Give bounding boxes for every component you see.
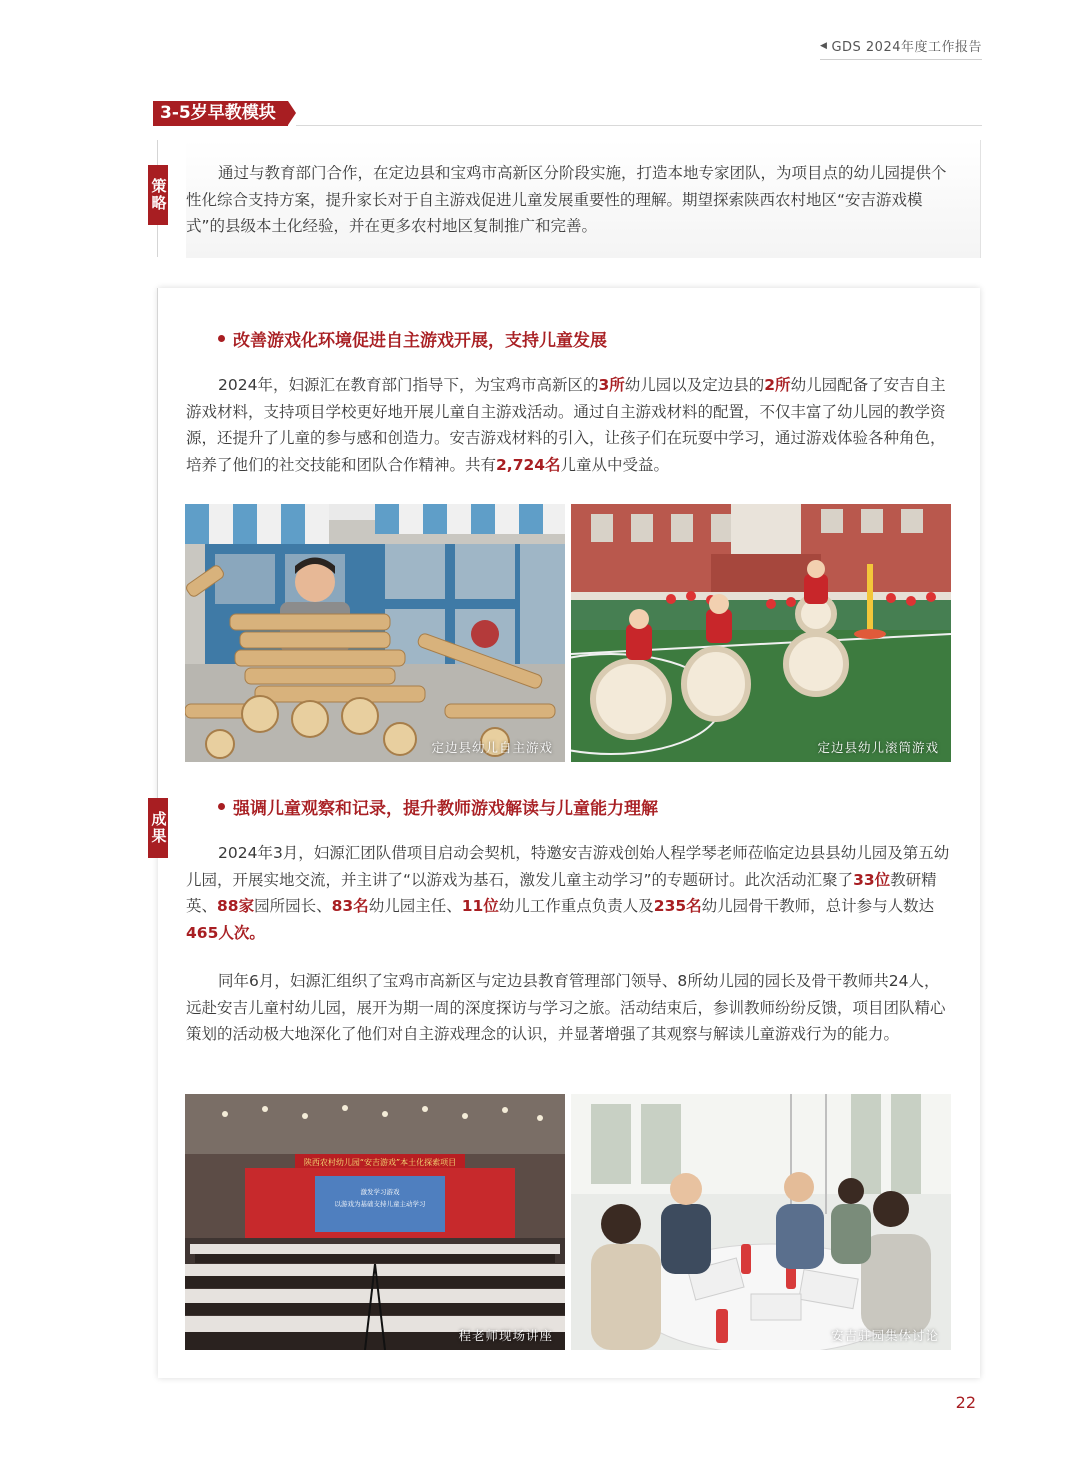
section1-heading [218,326,607,351]
strategy-rule-bottom [157,225,158,257]
strategy-tag-text: 策略 [149,178,168,212]
module-divider [296,125,982,126]
s2a-highlight-2: 88家 [217,897,255,915]
module-title: 3-5岁早教模块 [160,103,276,123]
s2a-highlight-4: 11位 [461,897,499,915]
lecture-hall-illustration [185,1094,565,1350]
s1-highlight-1: 3所 [598,376,625,394]
photo3-caption: 程老师现场讲座 [458,1328,553,1343]
strategy-rule-top [157,140,158,165]
photo2-caption: 定边县幼儿滚筒游戏 [817,740,939,755]
s1-text-1: 2024年，妇源汇在教育部门指导下，为宝鸡市高新区的 [218,376,599,394]
report-header [820,36,982,60]
section1-heading-text: 改善游戏化环境促进自主游戏开展，支持儿童发展 [233,331,607,351]
s1-highlight-3: 2,724名 [496,455,561,474]
group-discussion-illustration [571,1094,951,1350]
strategy-text: 通过与教育部门合作，在定边县和宝鸡市高新区分阶段实施，打造本地专家团队，为项目点的幼儿园提供个性化综合支持方案，提升家长对于自主游戏促进儿童发展重要性的理解。期望探索陕西农村地区“安吉游戏模式”的县级本土化经验，并在更多农村地区复制推广和完善。 [186,164,947,235]
section2-paragraph-b: 同年6月，妇源汇组织了宝鸡市高新区与定边县教育管理部门领导、8所幼儿园的园长及骨干教师共24人，远赴安吉儿童村幼儿园，展开为期一周的深度探访与学习之旅。活动结束后，参训教师纷纷反馈，项目团队精心策划的活动极大地深化了他们对自主游戏理念的认识，并显著增强了其观察与解读儿童游戏行为的能力。 [186,972,946,1043]
result-tag-text: 成果 [149,811,168,845]
result-rule-top [157,288,158,798]
section2-paragraph-a [186,840,952,946]
s2a-text-3: 园所园长、 [254,897,332,915]
photo-lecture-hall [185,1094,565,1350]
s2a-highlight-3: 83名 [331,897,369,915]
page-number: 22 [955,1393,976,1412]
result-side-tag [148,798,168,858]
s2a-text-6: 幼儿园骨干教师，总计参与人数达 [701,897,935,915]
lecture-screen-line1: 激发学习游戏 [360,1188,400,1196]
report-title: GDS 2024年度工作报告 [831,40,982,55]
s2a-text-1: 2024年3月，妇源汇团队借项目启动会契机，特邀安吉游戏创始人程学琴老师莅临定边县县幼儿园及第五幼儿园，开展实地交流，并主讲了“以游戏为基石，激发儿童主动学习”的专题研讨。此次活动汇聚了 [186,844,950,889]
left-triangle-icon: ◀ [820,40,828,51]
lecture-banner-text: 陕西农村幼儿园“安吉游戏”本土化探索项目 [303,1158,457,1167]
lecture-screen-line2: 以游戏为基础支持儿童主动学习 [334,1200,426,1208]
s2a-highlight-5: 235名 [653,897,702,915]
section2-heading-text: 强调儿童观察和记录，提升教师游戏解读与儿童能力理解 [233,799,658,819]
photo1-caption: 定边县幼儿自主游戏 [431,740,553,755]
s1-text-4: 儿童从中受益。 [560,455,670,474]
s2a-text-5: 幼儿工作重点负责人及 [498,897,654,915]
s2a-text-4: 幼儿园主任、 [368,897,462,915]
strategy-side-tag [148,165,168,225]
photo-rolling-tubes [571,504,951,762]
rolling-tubes-illustration [571,504,951,762]
wooden-blocks-illustration [185,504,565,762]
s1-text-2: 幼儿园以及定边县的 [624,376,765,394]
photo4-caption: 安吉驻园集体讨论 [830,1328,939,1343]
photo-group-discussion [571,1094,951,1350]
bullet-dot-icon [218,335,225,342]
s2a-highlight-6: 465人次。 [186,923,265,942]
s2a-highlight-1: 33位 [853,870,891,889]
module-title-tag [153,101,288,126]
s1-text-3: 幼儿园配备了安吉自主游戏材料，支持项目学校更好地开展儿童自主游戏活动。通过自主游戏材料的配置，不仅丰富了幼儿园的教学资源，还提升了儿童的参与感和创造力。安吉游戏材料的引入，让孩子们在玩耍中学习，通过游戏体验各种角色，培养了他们的社交技能和团队合作精神。共有 [186,376,946,474]
bullet-dot-icon [218,803,225,810]
s1-highlight-2: 2所 [764,376,791,394]
section2-heading [218,794,658,819]
s2a-text-2: 教研精英、 [186,870,937,915]
photo-wooden-blocks [185,504,565,762]
section1-paragraph [186,372,952,478]
